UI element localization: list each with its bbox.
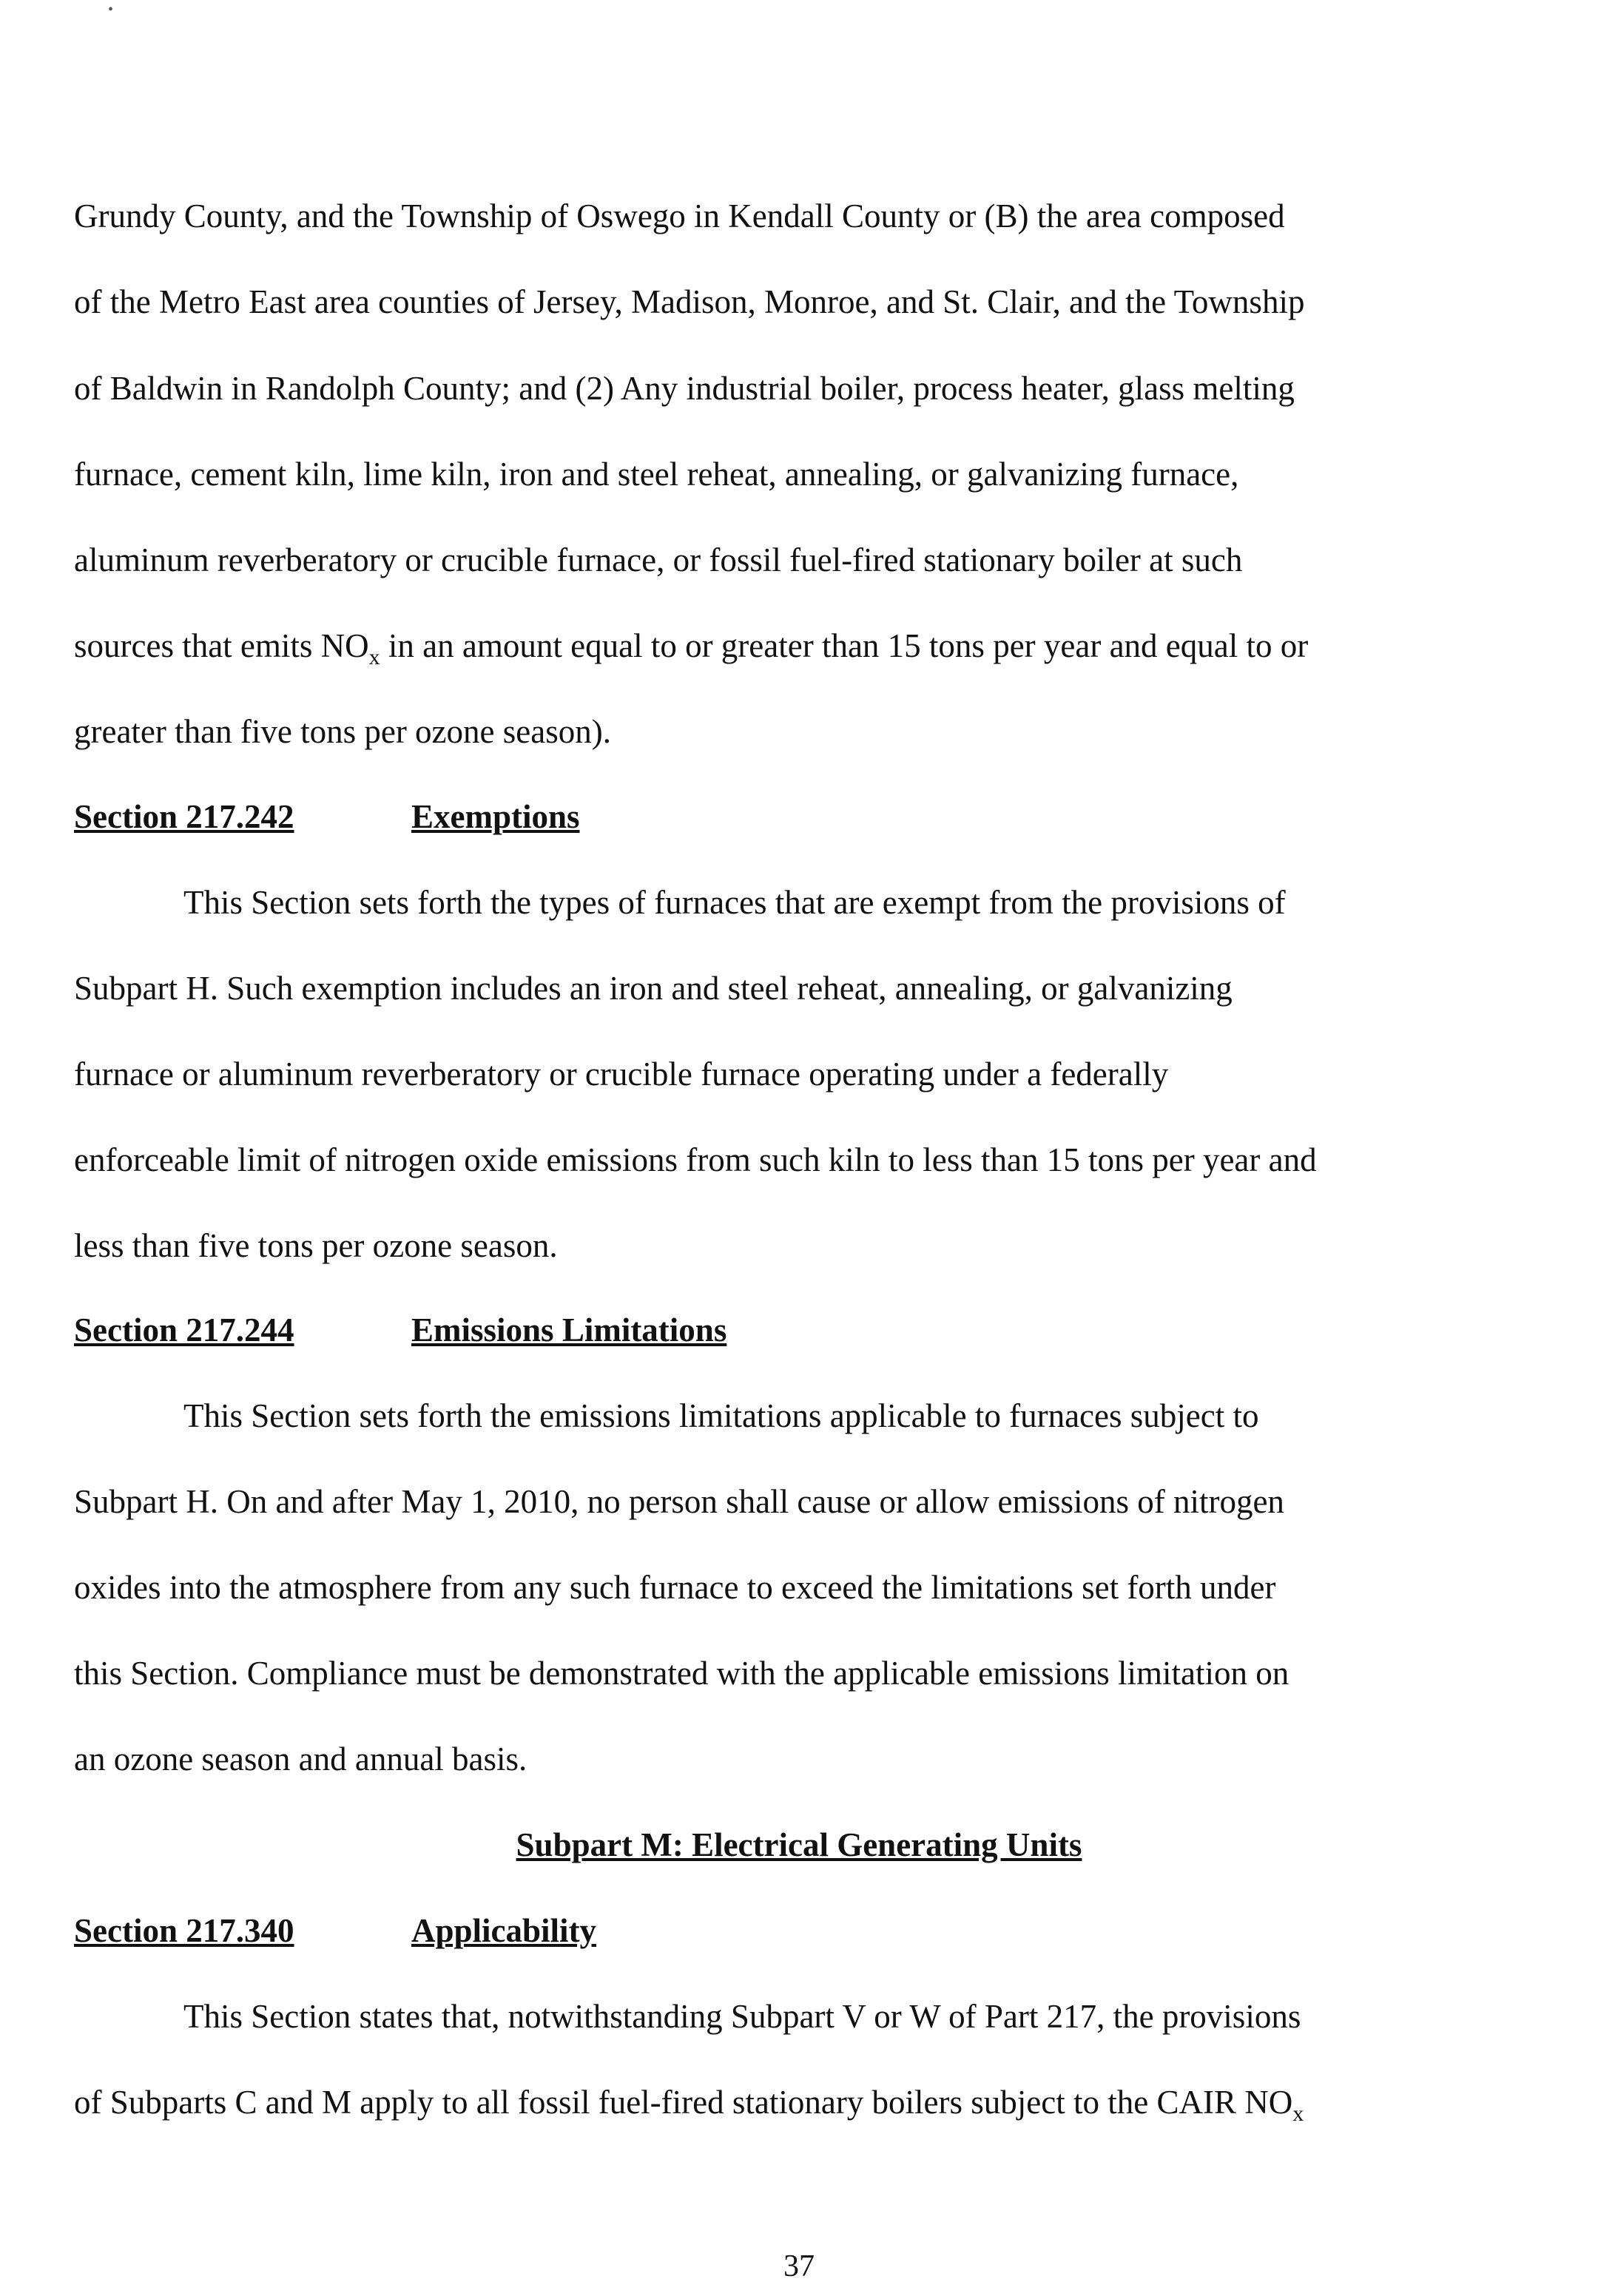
section-244-title: Emissions Limitations [411, 1311, 727, 1348]
section-340-line-2 [74, 2080, 1304, 2136]
section-340-number: Section 217.340 [74, 1912, 294, 1949]
body-line-1: Grundy County, and the Township of Oswego in Kendall County or (B) the area composed [74, 197, 1285, 234]
section-244-heading [74, 1308, 726, 1352]
section-244-line-2: Subpart H. On and after May 1, 2010, no person shall cause or allow emissions of nitrogen [74, 1483, 1284, 1520]
nox-subscript: x [368, 645, 380, 669]
section-242-line-5: less than five tons per ozone season. [74, 1227, 558, 1264]
section-242-line-1: This Section sets forth the types of furnaces that are exempt from the provisions of [183, 884, 1286, 921]
body-line-4: furnace, cement kiln, lime kiln, iron and steel reheat, annealing, or galvanizing furnace, [74, 456, 1239, 493]
section-244-line-3: oxides into the atmosphere from any such furnace to exceed the limitations set forth under [74, 1569, 1276, 1606]
cair-nox-subscript: x [1292, 2101, 1304, 2126]
section-340-title: Applicability [411, 1912, 597, 1949]
body-line-2: of the Metro East area counties of Jersey, Madison, Monroe, and St. Clair, and the Township [74, 283, 1305, 320]
section-340-heading [74, 1908, 596, 1953]
section-244-line-5: an ozone season and annual basis. [74, 1740, 527, 1777]
section-340-line-2-text: of Subparts C and M apply to all fossil fuel-fired stationary boilers subject to the CAIR NO [74, 2084, 1293, 2121]
section-242-line-3: furnace or aluminum reverberatory or crucible furnace operating under a federally [74, 1056, 1169, 1093]
page-number: 37 [783, 2249, 815, 2283]
section-340-line-1: This Section states that, notwithstanding Subpart V or W of Part 217, the provisions [183, 1998, 1301, 2035]
section-242-title: Exemptions [411, 798, 580, 835]
section-244-number: Section 217.244 [74, 1311, 294, 1348]
section-244-line-4: this Section. Compliance must be demonstrated with the applicable emissions limitation on [74, 1655, 1289, 1692]
section-242-number: Section 217.242 [74, 798, 294, 835]
section-242-line-2: Subpart H. Such exemption includes an iron and steel reheat, annealing, or galvanizing [74, 970, 1233, 1007]
scan-speck-mark: • [108, 1, 114, 18]
body-line-3: of Baldwin in Randolph County; and (2) Any industrial boiler, process heater, glass melting [74, 370, 1295, 407]
section-242-heading [74, 794, 580, 839]
body-line-6-start: sources that emits NO [74, 627, 369, 664]
body-line-5: aluminum reverberatory or crucible furnace, or fossil fuel-fired stationary boiler at such [74, 541, 1243, 578]
body-line-7: greater than five tons per ozone season). [74, 713, 611, 750]
body-line-6 [74, 624, 1308, 680]
body-line-6-end: in an amount equal to or greater than 15 tons per year and equal to or [380, 627, 1309, 664]
section-244-line-1: This Section sets forth the emissions limitations applicable to furnaces subject to [183, 1397, 1259, 1434]
subpart-m-heading: Subpart M: Electrical Generating Units [516, 1826, 1082, 1863]
section-242-line-4: enforceable limit of nitrogen oxide emissions from such kiln to less than 15 tons per year and [74, 1141, 1317, 1178]
